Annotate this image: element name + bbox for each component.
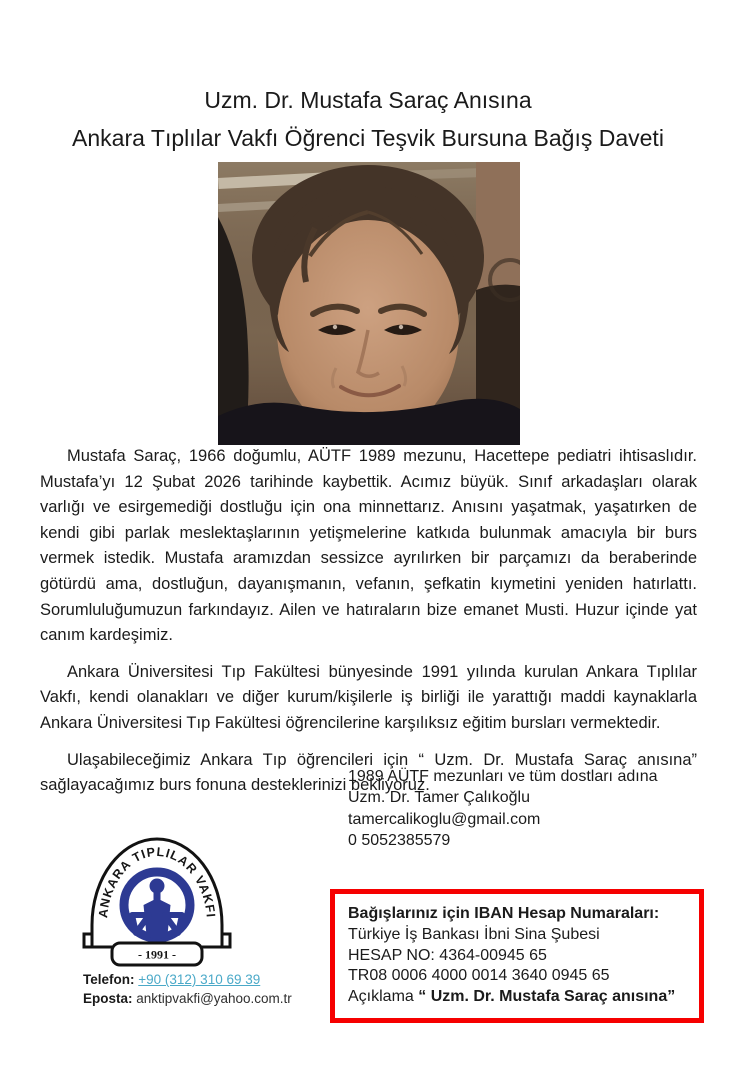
iban-number: TR08 0006 4000 0014 3640 0945 65 (348, 967, 610, 985)
body-text (40, 444, 697, 810)
aciklama-value: “ Uzm. Dr. Mustafa Saraç anısına” (418, 988, 676, 1006)
eposta-value: anktipvakfi@yahoo.com.tr (136, 990, 292, 1006)
contact-line-behalf: 1989 AÜTF mezunları ve tüm dostları adına (348, 768, 658, 785)
signature-contact-block (348, 766, 657, 852)
contact-line-name: Uzm. Dr. Tamer Çalıkoğlu (348, 789, 530, 807)
iban-bank: Türkiye İş Bankası İbni Sina Şubesi (348, 925, 600, 943)
iban-heading: Bağışlarınız için IBAN Hesap Numaraları: (348, 905, 660, 922)
eposta-label: Eposta: (83, 990, 133, 1006)
logo-emblem (124, 872, 190, 940)
paragraph-3: Ulaşabileceğimiz Ankara Tıp öğrencileri için “ Uzm. Dr. Mustafa Saraç anısına” sağlayacağımız burs fonuna desteklerinizi bekliyoruz. (40, 750, 697, 795)
foundation-logo (76, 829, 238, 967)
contact-line-phone: 0 5052385579 (348, 832, 451, 850)
paragraph-2: Ankara Üniversitesi Tıp Fakültesi bünyesinde 1991 yılında kurulan Ankara Tıplılar Vakfı, kendi olanakları ve diğer kurum/kişilerle iş birliği ile yarattığı maddi kaynaklarla Ankara Üniversitesi Tıp Fakültesi öğrencilerine karşılıksız eğitim bursları vermektedir. (40, 662, 697, 732)
logo-year: - 1991 - (138, 947, 176, 962)
eposta-line (83, 990, 292, 1009)
paragraph-1: Mustafa Saraç, 1966 doğumlu, AÜTF 1989 mezunu, Hacettepe pediatri ihtisaslıdır. Mustafa’yı 12 Şubat 2026 tarihinde kaybettik. Acımız büyük. Sınıf arkadaşları olarak varlığı ve esirgemediği dostluğu için ona minnettarız. Anısını yaşatmak, yaşatırken de kendi gibi parlak meslektaşlarının yetişmelerine katkıda bulunmak amacıyla bir burs vermek istedik. Mustafa aramızdan sessizce ayrılırken bir parçamızı da beraberinde götürdü ama, dostluğun, dayanışmanın, vefanın, şefkatin kıymetini yeniden hatırlattı. Sorumluluğumuzun farkındayız. Ailen ve hatıraların bize emanet Musti. Huzur içinde yat canım kardeşimiz. (40, 447, 697, 645)
portrait-illustration (218, 162, 520, 445)
telefon-line (83, 971, 292, 990)
foundation-logo-graphic (76, 829, 238, 967)
aciklama-label: Açıklama (348, 988, 419, 1006)
contact-line-email: tamercalikoglu@gmail.com (348, 810, 541, 828)
foundation-contact (83, 971, 292, 1008)
page-subtitle: Ankara Tıplılar Vakfı Öğrenci Teşvik Bursuna Bağış Daveti (72, 125, 664, 151)
telefon-label: Telefon: (83, 972, 135, 987)
page-title: Uzm. Dr. Mustafa Saraç Anısına (204, 87, 532, 113)
portrait-photo (218, 162, 520, 445)
logo-arc-text: ANKARA TIPLILAR VAKFI (96, 844, 218, 919)
telefon-link[interactable]: +90 (312) 310 69 39 (138, 972, 261, 987)
iban-box (330, 889, 704, 1023)
iban-aciklama-line (348, 987, 686, 1008)
iban-hesap-no: HESAP NO: 4364-00945 65 (348, 946, 547, 964)
